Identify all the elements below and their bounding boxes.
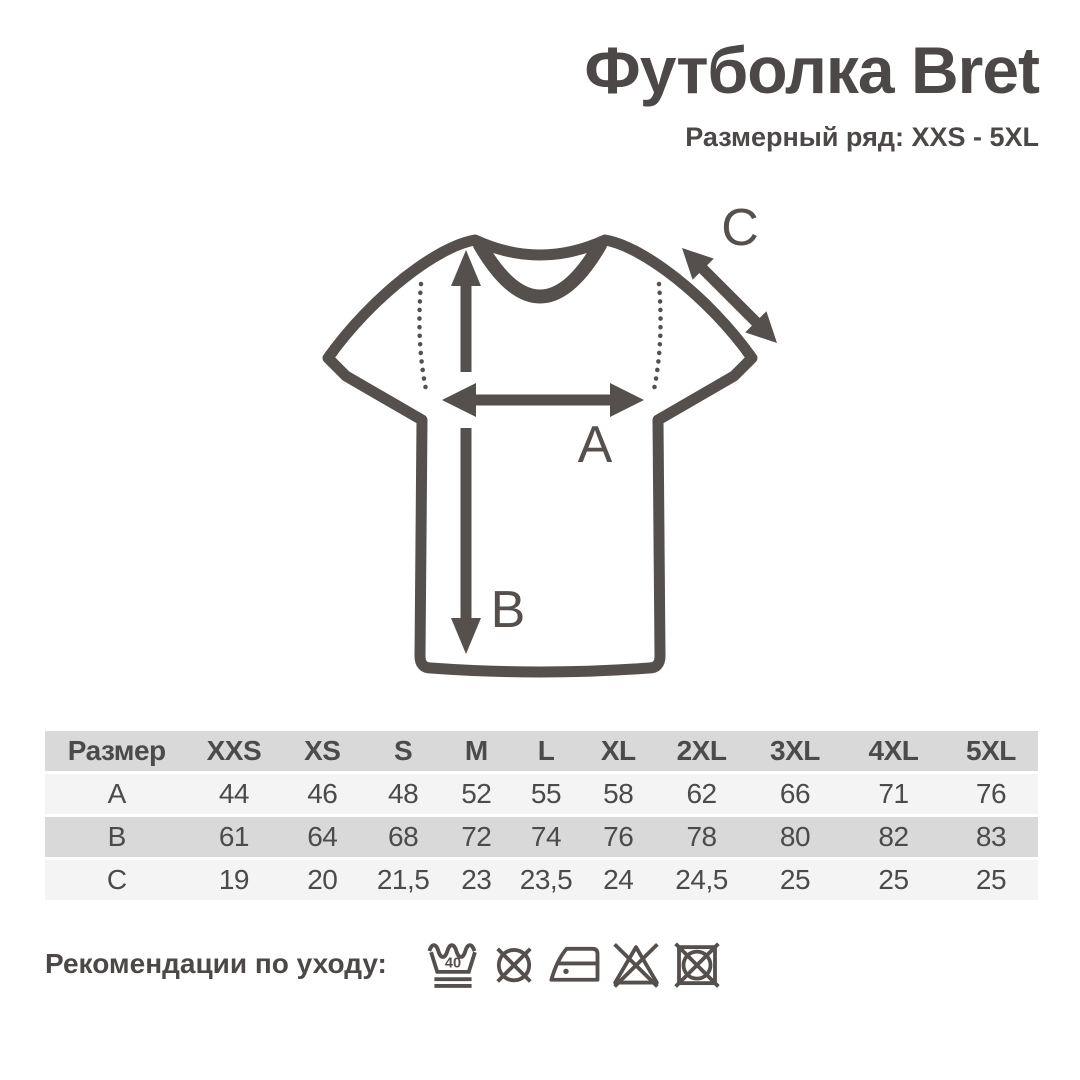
measurement-value: 83 [944, 817, 1038, 857]
wash-40-very-gentle-icon [426, 935, 480, 993]
column-header: 3XL [747, 731, 843, 771]
measurement-value: 25 [843, 860, 944, 900]
column-header: S [365, 731, 441, 771]
label-a: A [577, 416, 613, 474]
care-icons [426, 935, 724, 993]
measurement-value: 76 [580, 817, 656, 857]
measurement-value: 48 [365, 774, 441, 814]
measurement-value: 20 [279, 860, 365, 900]
size-range-subtitle: Размерный ряд: XXS - 5XL [685, 121, 1039, 152]
measurement-value: 25 [747, 860, 843, 900]
measurement-value: 66 [747, 774, 843, 814]
iron-low-temperature-icon [548, 935, 602, 993]
column-header: XS [279, 731, 365, 771]
measurement-value: 21,5 [365, 860, 441, 900]
tshirt-measurement-diagram [300, 190, 800, 690]
column-header: XXS [188, 731, 279, 771]
measurement-value: 72 [441, 817, 512, 857]
size-table-head [45, 731, 1038, 771]
measurement-value: 23,5 [512, 860, 581, 900]
measurement-value: 61 [188, 817, 279, 857]
table-row-c [45, 860, 1038, 900]
column-header: L [512, 731, 581, 771]
measurement-value: 52 [441, 774, 512, 814]
tshirt-outline [328, 240, 752, 672]
column-header: 2XL [656, 731, 747, 771]
measurement-value: 76 [944, 774, 1038, 814]
measurement-value: 24 [580, 860, 656, 900]
row-label: A [45, 774, 188, 814]
row-label: C [45, 860, 188, 900]
size-table-body [45, 774, 1038, 900]
measurement-value: 25 [944, 860, 1038, 900]
column-header: XL [580, 731, 656, 771]
care-recommendations [45, 934, 724, 994]
table-row-a [45, 774, 1038, 814]
measurement-value: 74 [512, 817, 581, 857]
page-title: Футболка Bret [584, 33, 1039, 107]
column-header: Размер [45, 731, 188, 771]
measurement-value: 24,5 [656, 860, 747, 900]
column-header: 5XL [944, 731, 1038, 771]
do-not-dry-clean-icon [487, 935, 541, 993]
label-c: C [721, 199, 759, 257]
measurement-value: 19 [188, 860, 279, 900]
measurement-value: 23 [441, 860, 512, 900]
do-not-bleach-icon [609, 935, 663, 993]
label-b: B [490, 581, 526, 639]
measurement-value: 58 [580, 774, 656, 814]
measurement-value: 78 [656, 817, 747, 857]
column-header: M [441, 731, 512, 771]
header [584, 33, 1039, 153]
measurement-value: 68 [365, 817, 441, 857]
measurement-value: 80 [747, 817, 843, 857]
row-label: B [45, 817, 188, 857]
measurement-value: 44 [188, 774, 279, 814]
wash-temperature-text: 40 [444, 955, 461, 972]
size-table [45, 728, 1038, 903]
measurement-value: 64 [279, 817, 365, 857]
measurement-value: 55 [512, 774, 581, 814]
column-header: 4XL [843, 731, 944, 771]
measurement-value: 82 [843, 817, 944, 857]
table-row-b [45, 817, 1038, 857]
tshirt-diagram-svg [300, 190, 800, 690]
size-table-header-row [45, 731, 1038, 771]
measurement-value: 71 [843, 774, 944, 814]
measurement-value: 62 [656, 774, 747, 814]
do-not-tumble-dry-icon [670, 935, 724, 993]
care-recommendations-label: Рекомендации по уходу: [45, 948, 387, 979]
measurement-value: 46 [279, 774, 365, 814]
